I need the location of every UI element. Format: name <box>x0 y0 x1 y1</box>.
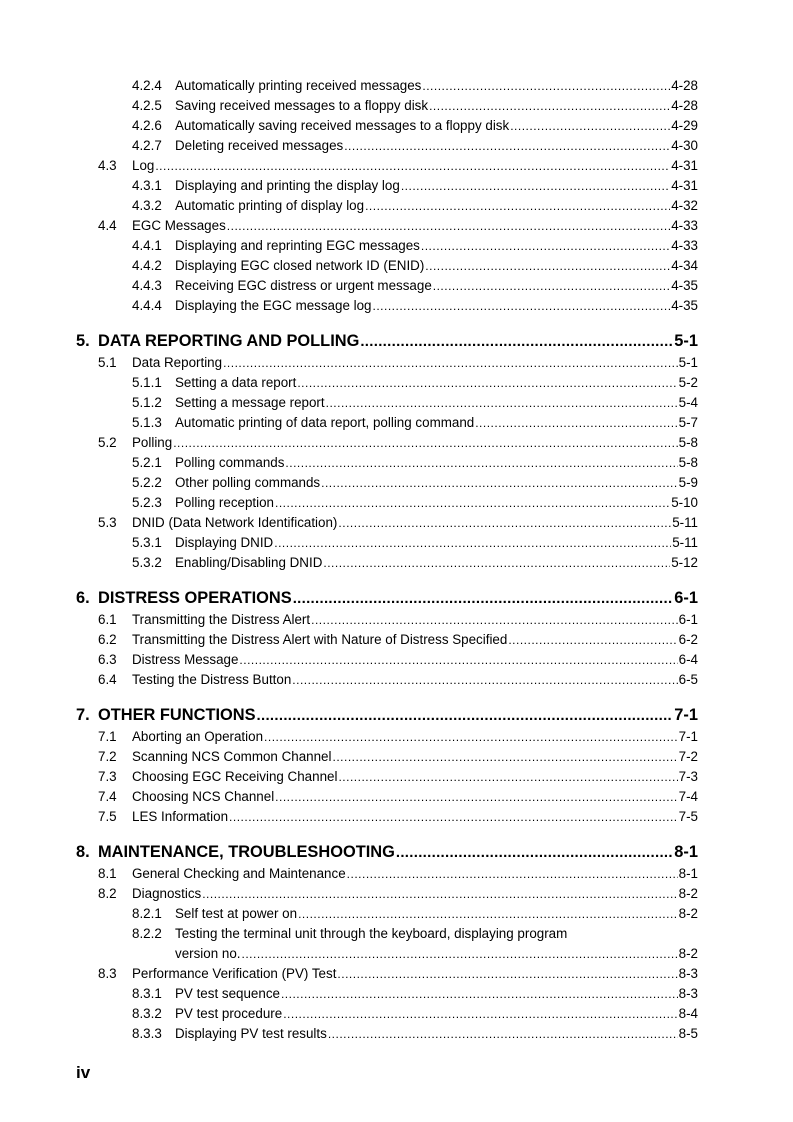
toc-entry <box>132 177 698 195</box>
toc-entry-page: 5-7 <box>678 415 698 430</box>
toc-entry-number: 6.3 <box>98 652 117 667</box>
toc-entry-page: 7-1 <box>678 729 698 744</box>
toc-entry-page: 8-4 <box>678 1006 698 1021</box>
toc-entry-page: 6-4 <box>678 652 698 667</box>
toc-entry-number: 5.1.1 <box>132 375 162 390</box>
toc-entry-page: 5-4 <box>678 395 698 410</box>
toc-entry-title: Saving received messages to a floppy disk <box>175 98 429 113</box>
toc-entry <box>132 257 698 275</box>
dot-leader <box>275 494 670 512</box>
dot-leader <box>275 788 677 806</box>
toc-entry <box>132 117 698 135</box>
toc-entry-page: 6-5 <box>678 672 698 687</box>
dot-leader <box>242 945 678 963</box>
toc-entry <box>132 905 698 923</box>
dot-leader <box>281 985 678 1003</box>
toc-entry-number: 7.5 <box>98 809 117 824</box>
toc-entry-number: 4.3.1 <box>132 178 162 193</box>
toc-entry-page: 5-1 <box>674 332 698 350</box>
toc-entry <box>132 534 698 552</box>
dot-leader <box>338 768 677 786</box>
toc-entry-page: 5-8 <box>678 435 698 450</box>
toc-entry-number: 8.1 <box>98 866 117 881</box>
toc-entry-title: Distress Message <box>132 652 239 667</box>
toc-entry <box>132 277 698 295</box>
toc-entry-number: 7.3 <box>98 769 117 784</box>
toc-entry-title: General Checking and Maintenance <box>132 866 346 881</box>
toc-entry-page: 5-2 <box>678 375 698 390</box>
dot-leader <box>347 865 678 883</box>
toc-entry-page: 7-3 <box>678 769 698 784</box>
dot-leader <box>360 330 673 353</box>
toc-entry-number: 7.1 <box>98 729 117 744</box>
toc-entry <box>132 297 698 315</box>
toc-entry-title: MAINTENANCE, TROUBLESHOOTING <box>98 843 395 861</box>
dot-leader <box>155 157 670 175</box>
toc-entry-number: 4.2.5 <box>132 98 162 113</box>
toc-entry-number: 5.2.1 <box>132 455 162 470</box>
toc-entry-page: 4-33 <box>671 238 698 253</box>
toc-entry-page: 6-1 <box>674 589 698 607</box>
toc-entry <box>98 631 698 649</box>
toc-entry <box>132 985 698 1003</box>
toc-entry <box>132 237 698 255</box>
toc-entry <box>132 454 698 472</box>
dot-leader <box>421 237 670 255</box>
toc-entry <box>132 414 698 432</box>
toc-entry-number: 8.2 <box>98 886 117 901</box>
toc-entry-page: 8-2 <box>678 946 698 961</box>
dot-leader <box>285 454 677 472</box>
toc-entry <box>98 748 698 766</box>
toc-entry-page: 5-9 <box>678 475 698 490</box>
toc-entry-title: Transmitting the Distress Alert <box>132 612 311 627</box>
toc-entry <box>132 77 698 95</box>
toc-chapter-entry <box>76 330 698 352</box>
toc-entry-title: Other polling commands <box>175 475 321 490</box>
toc-chapter-entry <box>76 587 698 609</box>
toc-entry-number: 8. <box>76 843 90 861</box>
toc-entry-title: DISTRESS OPERATIONS <box>98 589 292 607</box>
dot-leader <box>321 474 678 492</box>
toc-entry-page: 8-2 <box>678 886 698 901</box>
toc-entry-number: 7.2 <box>98 749 117 764</box>
toc-entry-number: 8.3.2 <box>132 1006 162 1021</box>
toc-entry-title: EGC Messages <box>132 218 226 233</box>
toc-entry-title: Automatic printing of display log <box>175 198 365 213</box>
toc-entry-title: Receiving EGC distress or urgent message <box>175 278 432 293</box>
toc-entry <box>98 768 698 786</box>
toc-entry-title: Choosing NCS Channel <box>132 789 275 804</box>
toc-entry-number: 8.3.1 <box>132 986 162 1001</box>
toc-entry-page: 4-34 <box>671 258 698 273</box>
dot-leader <box>223 354 678 372</box>
toc-entry-number: 5.1.3 <box>132 415 162 430</box>
dot-leader <box>297 374 677 392</box>
toc-entry-title: Aborting an Operation <box>132 729 264 744</box>
dot-leader <box>239 651 677 669</box>
toc-entry-number: 5.2 <box>98 435 117 450</box>
toc-entry <box>132 137 698 155</box>
dot-leader <box>510 117 670 135</box>
toc-entry-page: 8-1 <box>678 866 698 881</box>
toc-entry-title-continued: version no. <box>175 946 241 961</box>
toc-entry-title: PV test sequence <box>175 986 280 1001</box>
toc-entry-page: 6-2 <box>678 632 698 647</box>
dot-leader <box>264 728 678 746</box>
dot-leader <box>202 885 677 903</box>
dot-leader <box>433 277 670 295</box>
toc-entry-page: 5-10 <box>671 495 698 510</box>
toc-entry-page: 4-31 <box>671 178 698 193</box>
toc-entry-title: Log <box>132 158 155 173</box>
toc-entry <box>98 217 698 235</box>
toc-entry-title: Diagnostics <box>132 886 202 901</box>
toc-entry-page: 8-5 <box>678 1026 698 1041</box>
toc-entry <box>98 354 698 372</box>
dot-leader <box>475 414 677 432</box>
toc-entry-title: Automatic printing of data report, polling command <box>175 415 475 430</box>
toc-entry-page: 8-3 <box>678 966 698 981</box>
toc-entry-page: 4-33 <box>671 218 698 233</box>
toc-entry-number: 4.4.1 <box>132 238 162 253</box>
toc-entry <box>132 197 698 215</box>
toc-entry-page: 5-1 <box>678 355 698 370</box>
toc-entry-page: 5-12 <box>671 555 698 570</box>
toc-entry-page: 8-2 <box>678 906 698 921</box>
toc-entry-page: 4-32 <box>671 198 698 213</box>
toc-entry-page: 4-28 <box>671 98 698 113</box>
toc-entry-title: OTHER FUNCTIONS <box>98 706 256 724</box>
toc-entry-page: 4-28 <box>671 78 698 93</box>
dot-leader <box>332 748 677 766</box>
dot-leader <box>401 177 670 195</box>
toc-entry-number: 5.1.2 <box>132 395 162 410</box>
toc-entry <box>98 728 698 746</box>
toc-entry <box>132 925 698 943</box>
dot-leader <box>396 841 673 864</box>
toc-entry <box>98 651 698 669</box>
toc-entry-number: 8.3 <box>98 966 117 981</box>
toc-entry <box>98 611 698 629</box>
toc-entry-number: 8.2.1 <box>132 906 162 921</box>
toc-entry <box>98 865 698 883</box>
toc-entry <box>98 514 698 532</box>
toc-entry-title: Testing the Distress Button <box>132 672 292 687</box>
dot-leader <box>173 434 677 452</box>
toc-entry <box>132 374 698 392</box>
dot-leader <box>365 197 670 215</box>
toc-entry-number: 5.2.2 <box>132 475 162 490</box>
toc-entry-title: LES Information <box>132 809 229 824</box>
toc-entry-page: 5-11 <box>672 535 698 550</box>
dot-leader <box>373 297 671 315</box>
toc-chapter-entry <box>76 841 698 863</box>
toc-entry-number: 5.3.1 <box>132 535 162 550</box>
toc-entry-page: 4-31 <box>671 158 698 173</box>
dot-leader <box>326 394 678 412</box>
toc-entry-number: 5.3.2 <box>132 555 162 570</box>
toc-entry-page: 4-35 <box>671 278 698 293</box>
toc-entry-page: 4-35 <box>671 298 698 313</box>
dot-leader <box>298 905 678 923</box>
dot-leader <box>429 97 670 115</box>
toc-entry-number: 8.2.2 <box>132 926 162 941</box>
dot-leader <box>344 137 670 155</box>
toc-entry <box>132 1005 698 1023</box>
toc-entry-number: 6.1 <box>98 612 117 627</box>
toc-entry-number: 7.4 <box>98 789 117 804</box>
toc-entry-title: Deleting received messages <box>175 138 344 153</box>
toc-entry-page: 7-5 <box>678 809 698 824</box>
dot-leader <box>425 257 670 275</box>
toc-entry-continuation <box>175 945 698 963</box>
dot-leader <box>311 611 678 629</box>
toc-entry-number: 5. <box>76 332 90 350</box>
toc-entry-page: 7-2 <box>678 749 698 764</box>
toc-entry-title: Displaying DNID <box>175 535 274 550</box>
toc-entry-page: 8-1 <box>674 843 698 861</box>
toc-entry-number: 4.4.2 <box>132 258 162 273</box>
toc-entry-number: 6. <box>76 589 90 607</box>
toc-entry-number: 6.2 <box>98 632 117 647</box>
toc-entry-title: Scanning NCS Common Channel <box>132 749 332 764</box>
toc-entry-title: PV test procedure <box>175 1006 283 1021</box>
toc-entry-title: Setting a data report <box>175 375 297 390</box>
toc-entry <box>98 965 698 983</box>
toc-entry-page: 6-1 <box>678 612 698 627</box>
toc-entry-title: Enabling/Disabling DNID <box>175 555 323 570</box>
toc-entry-title: Automatically printing received messages <box>175 78 422 93</box>
dot-leader <box>323 554 670 572</box>
dot-leader <box>292 671 677 689</box>
toc-entry-number: 6.4 <box>98 672 117 687</box>
page-number: iv <box>76 1063 91 1082</box>
toc-entry-number: 5.1 <box>98 355 117 370</box>
dot-leader <box>293 587 674 610</box>
toc-entry-title: Displaying PV test results <box>175 1026 327 1041</box>
dot-leader <box>328 1025 678 1043</box>
toc-entry-title: Transmitting the Distress Alert with Nature of Distress Specified <box>132 632 508 647</box>
toc-entry-title: Polling commands <box>175 455 285 470</box>
toc-entry-number: 4.2.7 <box>132 138 162 153</box>
toc-entry-title: Automatically saving received messages to a floppy disk <box>175 118 510 133</box>
toc-entry-page: 5-11 <box>672 515 698 530</box>
toc-entry-number: 4.4.3 <box>132 278 162 293</box>
toc-entry <box>132 394 698 412</box>
toc-entry-title: Data Reporting <box>132 355 223 370</box>
toc-entry <box>132 1025 698 1043</box>
toc-entry-page: 7-4 <box>678 789 698 804</box>
toc-entry-number: 4.2.4 <box>132 78 162 93</box>
toc-entry-title: Displaying and printing the display log <box>175 178 400 193</box>
toc-entry-title: DATA REPORTING AND POLLING <box>98 332 360 350</box>
toc-entry-title: Choosing EGC Receiving Channel <box>132 769 338 784</box>
toc-entry-number: 4.4 <box>98 218 117 233</box>
dot-leader <box>508 631 677 649</box>
toc-entry-title: Displaying the EGC message log <box>175 298 372 313</box>
toc-entry-title: Displaying and reprinting EGC messages <box>175 238 420 253</box>
dot-leader <box>227 217 670 235</box>
toc-entry <box>132 554 698 572</box>
dot-leader <box>422 77 670 95</box>
toc-entry-number: 4.4.4 <box>132 298 162 313</box>
toc-entry-number: 4.3.2 <box>132 198 162 213</box>
toc-chapter-entry <box>76 704 698 726</box>
dot-leader <box>337 965 677 983</box>
toc-entry <box>98 671 698 689</box>
toc-entry-page: 7-1 <box>674 706 698 724</box>
toc-entry-number: 5.2.3 <box>132 495 162 510</box>
toc-entry <box>132 474 698 492</box>
toc-entry <box>98 434 698 452</box>
toc-entry-number: 5.3 <box>98 515 117 530</box>
toc-entry <box>98 788 698 806</box>
toc-entry-number: 8.3.3 <box>132 1026 162 1041</box>
toc-entry-page: 8-3 <box>678 986 698 1001</box>
dot-leader <box>283 1005 677 1023</box>
toc-entry-number: 7. <box>76 706 90 724</box>
toc-entry <box>132 494 698 512</box>
toc-entry-title: Setting a message report <box>175 395 325 410</box>
toc-entry-page: 5-8 <box>678 455 698 470</box>
toc-entry-title: Polling reception <box>175 495 275 510</box>
toc-entry-title: Displaying EGC closed network ID (ENID) <box>175 258 425 273</box>
toc-entry-number: 4.3 <box>98 158 117 173</box>
toc-entry-page: 4-30 <box>671 138 698 153</box>
toc-entry <box>132 97 698 115</box>
toc-entry <box>98 157 698 175</box>
dot-leader <box>274 534 671 552</box>
dot-leader <box>338 514 671 532</box>
toc-entry-title: DNID (Data Network Identification) <box>132 515 338 530</box>
dot-leader <box>229 808 678 826</box>
toc-entry-title: Performance Verification (PV) Test <box>132 966 337 981</box>
toc-entry-page: 4-29 <box>671 118 698 133</box>
toc-entry <box>98 808 698 826</box>
dot-leader <box>257 704 674 727</box>
toc-entry <box>98 885 698 903</box>
toc-entry-title: Polling <box>132 435 173 450</box>
toc-entry-title: Testing the terminal unit through the keyboard, displaying program <box>175 926 568 941</box>
toc-entry-number: 4.2.6 <box>132 118 162 133</box>
toc-entry-title: Self test at power on <box>175 906 298 921</box>
